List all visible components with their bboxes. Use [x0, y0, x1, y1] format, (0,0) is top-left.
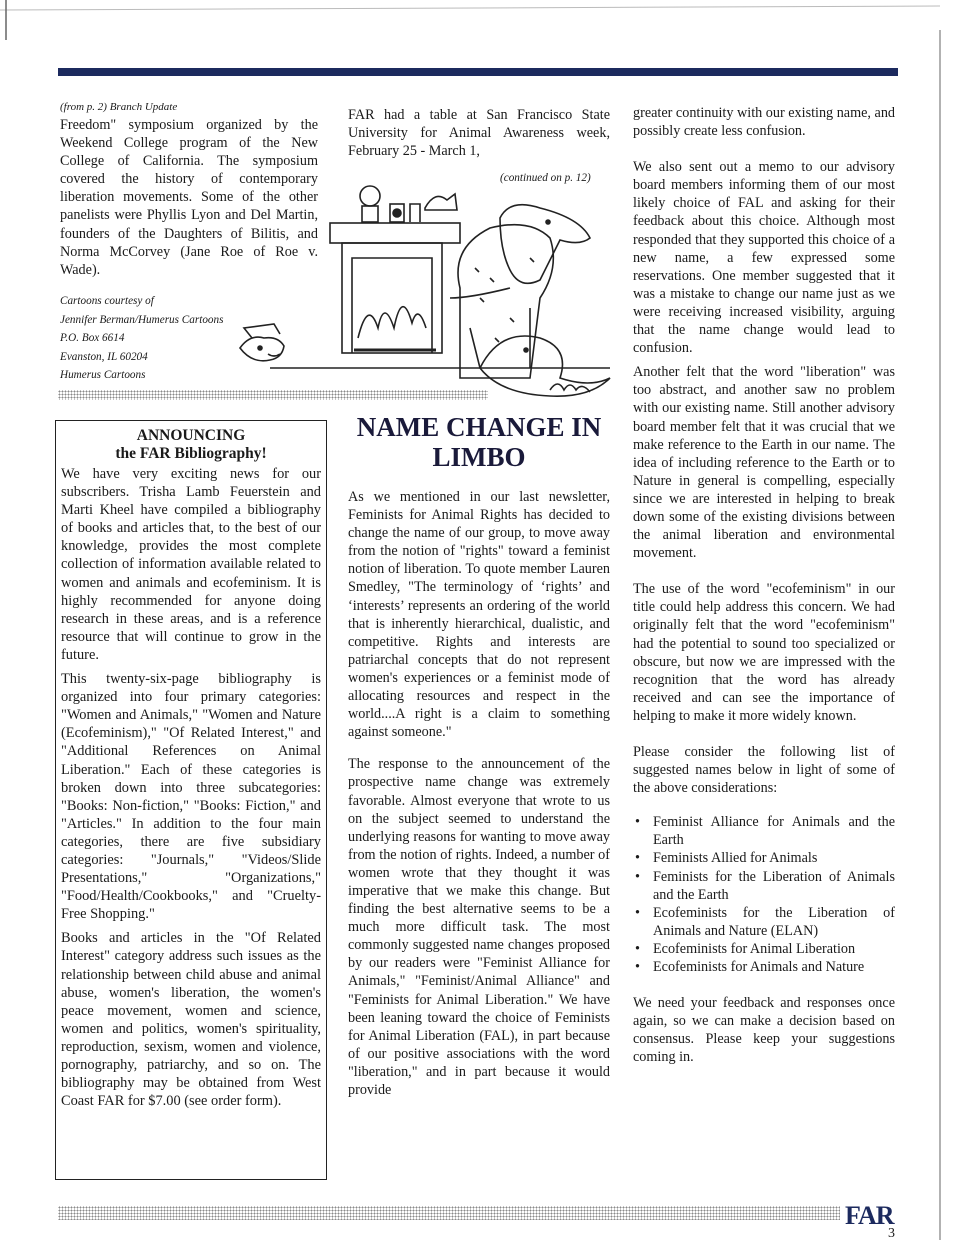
box-title: [61, 427, 321, 463]
branch-update-text: Freedom" symposium organized by the Weekend College program of the New College of California. The symposium covered the history of contemporary liberation movements. Some of the other panelists were Phyllis Lyon and Del Martin, founders of the Daughters of Bilitis, and Norma McCorvey (Jane Roe of Roe v. Wade).: [60, 117, 318, 278]
article-paragraph: We need your feedback and responses once again, so we can make a decision based on consensus. Please keep your suggestions coming in.: [633, 995, 895, 1066]
page-number: 3: [888, 1226, 895, 1241]
list-item: • Feminist Alliance for Animals and the Earth: [653, 813, 895, 849]
suggested-names-list: [633, 813, 895, 976]
article-paragraph: The use of the word "ecofeminism" in our title could help address this concern. We had originally felt that the word "ecofeminism" had the potential to sound too specialized or obscure, but now we are impressed with the recognition that the word has already received and can see the importance of helping to make it more widely known.: [633, 581, 895, 724]
branch-update-header: (from p. 2) Branch Update: [60, 101, 178, 113]
credit-line: Evanston, IL 60204: [60, 350, 148, 363]
far-table-text: FAR had a table at San Francisco State University for Animal Awareness week, February 25 - March 1,: [348, 107, 610, 160]
continued-note: (continued on p. 12): [500, 172, 591, 184]
box-paragraph: This twenty-six-page bibliography is organized into four primary categories: "Women and Animals," "Women and Nature (Ecofeminism)," "Of Related Interest," and "Additional References on Animal Liberation." Each of these categories is broken down into three subcategories: "Books: Non-fiction," "Books: Fiction," and "Articles." In addition to the four main categories, there are five subsidiary categories: "Journals," "Videos/Slide Presentations," "Organizations," "Food/Health/Cookbooks," and "Cruelty-Free Shopping.": [61, 671, 321, 923]
box-paragraph: Books and articles in the "Of Related Interest" category address such issues as the relationship between child abuse and animal abuse, women's liberation, the women's peace movement, women and science, women and politics, women's spirituality, reproduction, sexism, women and violence, pornography, patriarchy, and so on. The bibliography may be obtained from West Coast FAR for $7.00 (see order form).: [61, 930, 321, 1110]
article-column-middle: [348, 488, 610, 1099]
cartoon-illustration: [230, 168, 620, 418]
article-paragraph: greater continuity with our existing name, and possibly create less confusion.: [633, 105, 896, 140]
box-paragraph: We have very exciting news for our subscribers. Trisha Lamb Feuerstein and Marti Kheel have compiled a bibliography of books and articles that, to the best of our knowledge, provides the most complete collection of information available related to women and animals and ecofeminism. It is highly recommended for anyone doing research in these areas, and is a reference resource that will continue to grow in the future.: [61, 466, 321, 663]
article-paragraph: As we mentioned in our last newsletter, Feminists for Animal Rights has decided to change the name of our group, to move away from the notion of "rights" toward a feminist notion of liberation. To quote member Lauren Smedley, "The terminology of ‘rights’ and ‘interests’ represents an ordering of the world that is inherently hierarchical, dualistic, and competitive. Rights and interests are patriarchal concepts that do not represent women's experiences or a feminist mode of allocating resources and respect in the world....A right is a claim to something against someone.": [348, 489, 610, 741]
list-item: • Ecofeminists for the Liberation of Animals and Nature (ELAN): [653, 904, 895, 940]
article-paragraph: We also sent out a memo to our advisory board members informing them of our most likely choice of FAL and asking for their feedback about this choice. Although most responded that they supported this choice of a new name, a few expressed some reservations. One member suggested that it was a mistake to change our name just as we were receiving increased visibility, arguing that the name change would lead to confusion.: [633, 159, 895, 357]
list-item: • Feminists Allied for Animals: [653, 849, 895, 867]
article-paragraph: Please consider the following list of suggested names below in light of some of the above considerations:: [633, 744, 895, 797]
list-item: • Ecofeminists for Animal Liberation: [653, 940, 895, 958]
top-rule: [58, 68, 898, 76]
far-table-note: [348, 106, 610, 160]
far-logo: FAR: [845, 1201, 894, 1230]
footer-rule: [58, 1206, 840, 1220]
bibliography-box: [55, 420, 327, 1180]
credit-line: Jennifer Berman/Humerus Cartoons: [60, 313, 224, 326]
article-column-right: [633, 104, 895, 1067]
list-item: • Ecofeminists for Animals and Nature: [653, 958, 895, 976]
box-title-line1: ANNOUNCING: [136, 427, 246, 444]
article-headline: NAME CHANGE IN LIMBO: [356, 412, 602, 472]
list-item: • Feminists for the Liberation of Animals and the Earth: [653, 868, 895, 904]
article-paragraph: The response to the announcement of the prospective name change was extremely favorable. Almost everyone that wrote to us on the subject seemed to understand the underlying reasons for wanting to move away from the notion of rights. Indeed, a number of women wrote that they thought it was imperative that we make this change. But finding the best alternative seems to be a much more difficult task. The most commonly suggested name changes proposed by our readers were "Feminist Alliance for Animals," "Feminist/Animal Alliance" and "Feminists for Animal Liberation." We have been leaning toward the choice of Feminists for Animal Liberation (FAL), in part because of our positive associations with the word "liberation," and in part because it would provide: [348, 756, 610, 1098]
box-title-line2: the FAR Bibliography!: [115, 445, 267, 462]
credit-line: Humerus Cartoons: [60, 369, 146, 381]
article-paragraph: Another felt that the word "liberation" was too abstract, and another saw no problem with our existing name. Still another advisory board member felt that it was crucial that we make reference to the Earth in our name. The idea of including reference to the Earth or to Nature in general is compelling, especially since we are interested in helping to break down some of the existing divisions between the animal liberation and environmental movement.: [633, 364, 895, 562]
credit-line: P.O. Box 6614: [60, 332, 125, 344]
credit-line: Cartoons courtesy of: [60, 295, 154, 307]
